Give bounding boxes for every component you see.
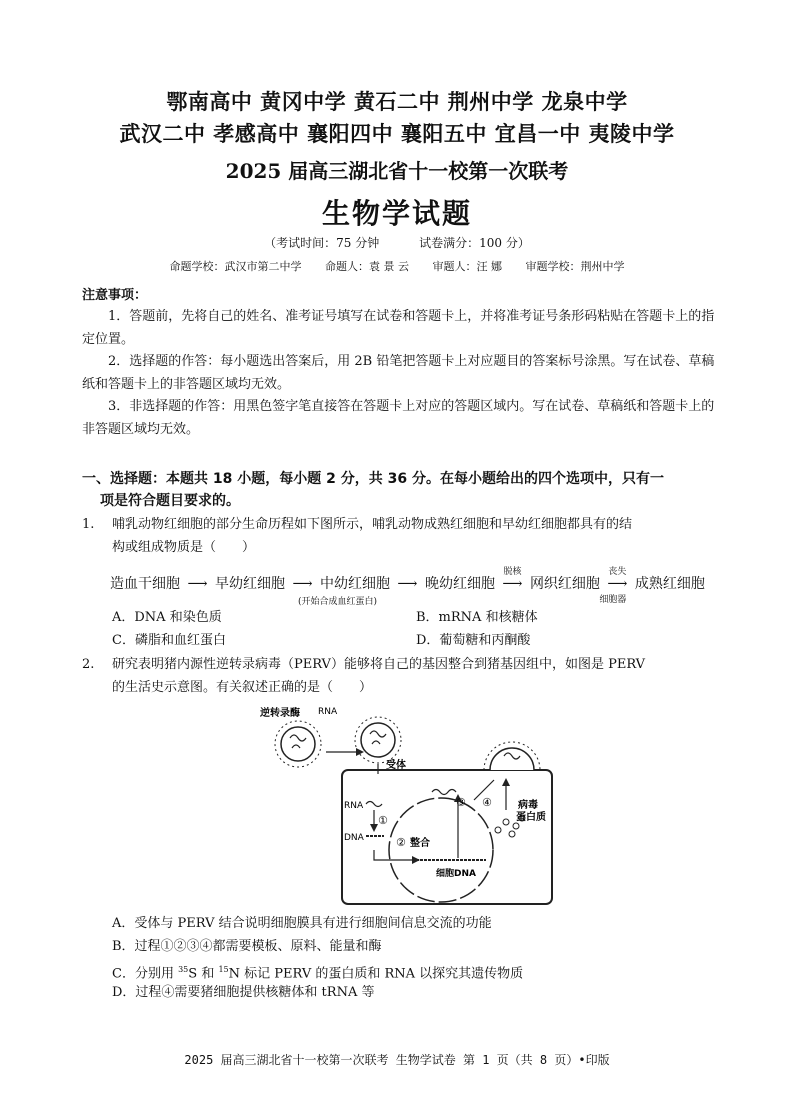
arrow-label: 细胞器 (599, 595, 627, 605)
host-cell-outline (342, 770, 552, 904)
arrow-icon (374, 850, 414, 860)
flow-stage: 晚幼红细胞 (424, 576, 495, 592)
question-number: 1. (82, 517, 95, 532)
step-4-label: ④ (482, 796, 492, 809)
author-name: 命题人：袁 景 云 (325, 260, 409, 273)
rna-strand-icon (432, 790, 456, 795)
option-a: A．受体与 PERV 结合说明细胞膜具有进行细胞间信息交流的功能 (112, 916, 492, 931)
red-cell-development-flow (110, 567, 730, 607)
question-1-stem-line-2: 构或组成物质是（ ） (112, 540, 256, 555)
option-b: B．过程①②③④都需要模板、原料、能量和酶 (112, 939, 382, 954)
flow-stage-label: 中幼红细胞 (319, 576, 390, 592)
author-school: 命题学校：武汉市第二中学 (169, 260, 302, 273)
arrow-icon: ⟶ 丧失 细胞器 (607, 576, 627, 592)
isotope-mass: 15 (218, 965, 229, 974)
flow-stage-note: (开始合成血红蛋白) (297, 597, 377, 607)
flow-stage: 网织红细胞 (529, 576, 600, 592)
step-2-label: ② (396, 836, 406, 849)
step-3-label: ③ (456, 796, 466, 809)
perv-life-cycle-diagram (236, 700, 566, 910)
option-d: D．葡萄糖和丙酮酸 (416, 633, 531, 648)
rna-label: RNA (344, 801, 364, 811)
arrow-icon (502, 778, 510, 786)
exam-score: 试卷满分：100 分） (419, 236, 530, 250)
cell-dna-label: 细胞DNA (436, 869, 476, 879)
arrow-icon (370, 824, 378, 832)
notice-heading: 注意事项： (82, 288, 148, 303)
budding-virus-icon (484, 742, 540, 770)
rna-strand-icon (366, 802, 382, 807)
arrow-icon: ⟶ (397, 576, 418, 592)
section-heading-line-2: 项是符合题目要求的。 (100, 493, 240, 509)
notice-item-1: 1．答题前，先将自己的姓名、准考证号填写在试卷和答题卡上，并将准考证号条形码粘贴在答题卡上的指定位置。 (82, 309, 715, 347)
question-number: 2. (82, 657, 95, 672)
rna-label: RNA (318, 707, 338, 717)
virus-particle-icon (355, 717, 401, 763)
flow-stage (297, 576, 390, 607)
virus-protein-label: 病毒 (518, 800, 538, 811)
option-c-text: N 标记 PERV 的蛋白质和 RNA 以探究其遗传物质 (228, 966, 524, 982)
nucleus-outline (389, 798, 493, 902)
arrow-icon: ⟶ (292, 576, 313, 592)
arrow-label: 脱核 (503, 567, 522, 577)
virus-particle-icon (275, 721, 321, 767)
isotope-mass: 35 (178, 965, 189, 974)
step-1-label: ① (378, 814, 388, 827)
review-school: 审题学校：荆州中学 (525, 260, 625, 273)
flow-stage: 成熟红细胞 (634, 576, 705, 592)
question-2-stem-line-2: 的生活史示意图。有关叙述正确的是（ ） (112, 680, 373, 695)
option-c-text: S 和 (188, 966, 219, 982)
option-b: B．mRNA 和核糖体 (416, 610, 538, 625)
virus-protein-label: 蛋白质 (516, 812, 546, 823)
option-a: A．DNA 和染色质 (112, 610, 222, 625)
flow-stage: 早幼红细胞 (214, 576, 285, 592)
section-heading-line-1: 一、选择题：本题共 18 小题，每小题 2 分，共 36 分。在每小题给出的四个选项中，只有一 (82, 471, 664, 487)
schools-line-2: 武汉二中 孝感高中 襄阳四中 襄阳五中 宜昌一中 夷陵中学 (119, 122, 675, 146)
enzyme-label: 逆转录酶 (260, 708, 300, 719)
subject-title: 生物学试题 (321, 197, 472, 230)
notice-item-3: 3．非选择题的作答：用黑色签字笔直接答在答题卡上对应的答题区域内。写在试卷、草稿纸和答题卡上的非答题区域均无效。 (82, 399, 715, 437)
exam-time: （考试时间：75 分钟 (264, 236, 380, 250)
question-1-stem (82, 513, 722, 536)
receptor-label: 受体 (386, 760, 406, 771)
integrate-label: 整合 (410, 838, 430, 849)
arrow-label: 丧失 (608, 567, 627, 577)
option-c-text: C．分别用 (112, 966, 179, 982)
question-2-stem (82, 653, 722, 676)
flow-stage: 造血干细胞 (110, 576, 180, 592)
exam-time-score (0, 234, 794, 251)
option-c: C．磷脂和血红蛋白 (112, 633, 226, 648)
question-1-stem-line-1: 哺乳动物红细胞的部分生命历程如下图所示，哺乳动物成熟红细胞和早幼红细胞都具有的结 (112, 517, 633, 532)
page-footer: 2025 届高三湖北省十一校第一次联考 生物学试卷 第 1 页（共 8 页）•印版 (184, 1053, 610, 1067)
exam-authors (0, 258, 794, 274)
arrow-icon: ⟶ (187, 576, 208, 592)
schools-line-1: 鄂南高中 黄冈中学 黄石二中 荆州中学 龙泉中学 (166, 90, 628, 114)
option-d: D．过程④需要猪细胞提供核糖体和 tRNA 等 (112, 985, 375, 1000)
reviewer-name: 审题人：汪 娜 (432, 260, 502, 273)
exam-title: 2025 届高三湖北省十一校第一次联考 (225, 159, 569, 183)
arrow-icon: ⟶ 脱核 (502, 576, 522, 592)
notice-item-2: 2．选择题的作答：每小题选出答案后，用 2B 铅笔把答题卡上对应题目的答案标号涂黑。写在试卷、草稿纸和答题卡上的非答题区域均无效。 (82, 354, 715, 392)
question-2-stem-line-1: 研究表明猪内源性逆转录病毒（PERV）能够将自己的基因整合到猪基因组中，如图是 PERV (112, 657, 646, 672)
dna-label: DNA (344, 833, 364, 843)
